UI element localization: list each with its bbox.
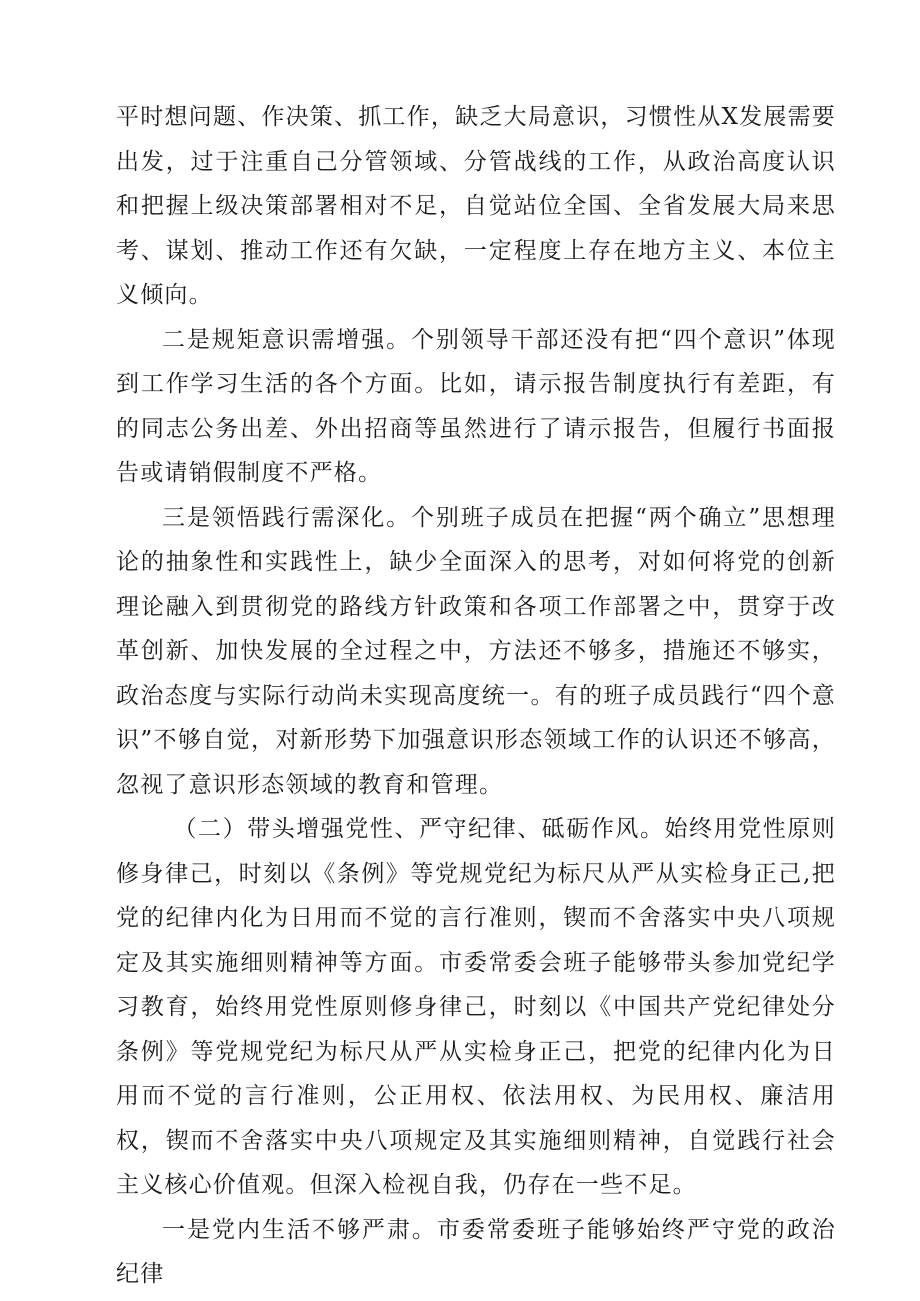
- paragraph-party-life: 一是党内生活不够严肃。市委常委班子能够始终严守党的政治纪律: [116, 1216, 836, 1287]
- document-body: [116, 95, 836, 1297]
- paragraph-practice-deepening: 三是领悟践行需深化。个别班子成员在把握“两个确立”思想理论的抽象性和实践性上，缺少全面深入的思考，对如何将党的创新理论融入到贯彻党的路线方针政策和各项工作部署之中，贯穿于改革创新、加快发展的全过程之中，方法还不够多，措施还不够实，政治态度与实际行动尚未实现高度统一。有的班子成员践行“四个意识”不够自觉，对新形势下加强意识形态领域工作的认识还不够高，忽视了意识形态领域的教育和管理。: [116, 504, 836, 798]
- paragraph-continuation: 平时想问题、作决策、抓工作，缺乏大局意识，习惯性从X发展需要出发，过于注重自己分管领域、分管战线的工作，从政治高度认识和把握上级决策部署相对不足，自觉站位全国、全省发展大局来思考、谋划、推动工作还有欠缺，一定程度上存在地方主义、本位主义倾向。: [116, 104, 836, 308]
- paragraph-rules-awareness: 二是规矩意识需增强。个别领导干部还没有把“四个意识”体现到工作学习生活的各个方面。比如，请示报告制度执行有差距，有的同志公务出差、外出招商等虽然进行了请示报告，但履行书面报告或请销假制度不严格。: [116, 326, 836, 486]
- section-heading-paragraph: （二）带头增强党性、严守纪律、砥砺作风。始终用党性原则修身律己，时刻以《条例》等党规党纪为标尺从严从实检身正己,把党的纪律内化为日用而不觉的言行准则，锲而不舍落实中央八项规定及其实施细则精神等方面。市委常委会班子能够带头参加党纪学习教育，始终用党性原则修身律己，时刻以《中国共产党纪律处分条例》等党规党纪为标尺从严从实检身正己，把党的纪律内化为日用而不觉的言行准则，公正用权、依法用权、为民用权、廉洁用权，锲而不舍落实中央八项规定及其实施细则精神，自觉践行社会主义核心价值观。但深入检视自我，仍存在一些不足。: [116, 816, 836, 1198]
